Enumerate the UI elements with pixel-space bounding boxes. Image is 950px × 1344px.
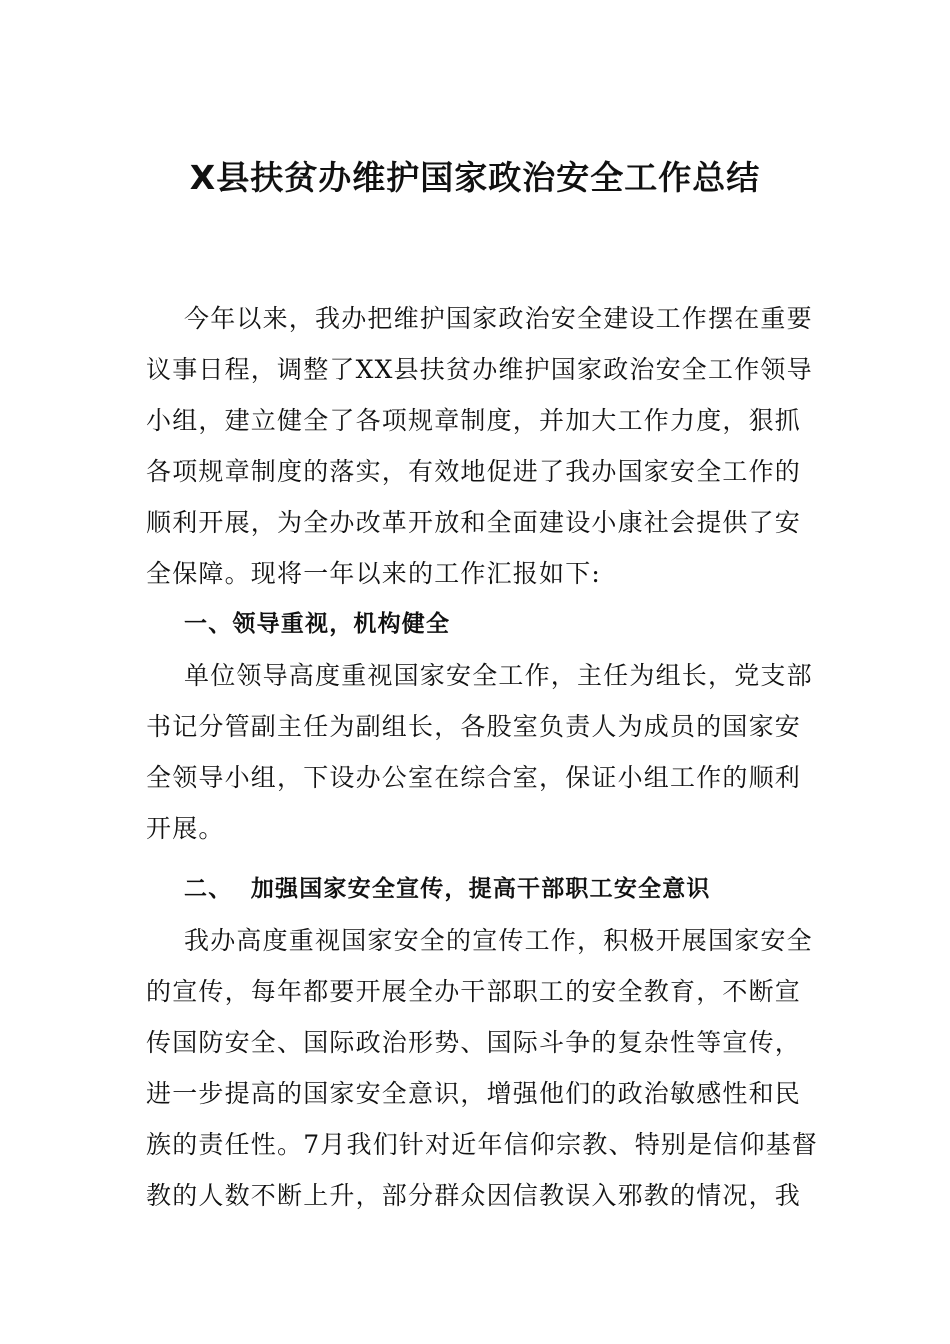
paragraph-line: 族的责任性。7月我们针对近年信仰宗教、特别是信仰基督 <box>146 1130 819 1159</box>
paragraph-line: 议事日程，调整了XX县扶贫办维护国家政治安全工作领导 <box>146 355 813 384</box>
paragraph-line: 顺利开展，为全办改革开放和全面建设小康社会提供了安 <box>146 508 802 537</box>
paragraph-line: 全领导小组，下设办公室在综合室，保证小组工作的顺利 <box>146 763 802 792</box>
paragraph-line: 开展。 <box>146 814 225 843</box>
paragraph-line: 小组，建立健全了各项规章制度，并加大工作力度，狠抓 <box>146 406 802 435</box>
paragraph-line: 单位领导高度重视国家安全工作，主任为组长，党支部 <box>184 661 813 690</box>
section-heading-2: 二、 加强国家安全宣传，提高干部职工安全意识 <box>184 876 711 902</box>
paragraph-line: 传国防安全、国际政治形势、国际斗争的复杂性等宣传， <box>146 1028 802 1057</box>
document-body <box>146 293 819 1221</box>
paragraph-line: 我办高度重视国家安全的宣传工作，积极开展国家安全 <box>184 926 813 955</box>
paragraph-line: 全保障。现将一年以来的工作汇报如下: <box>146 559 602 588</box>
paragraph-line: 书记分管副主任为副组长，各股室负责人为成员的国家安 <box>146 712 802 741</box>
paragraph-line: 今年以来，我办把维护国家政治安全建设工作摆在重要 <box>184 304 813 333</box>
document-title: X县扶贫办维护国家政治安全工作总结 <box>189 158 761 197</box>
paragraph-line: 各项规章制度的落实，有效地促进了我办国家安全工作的 <box>146 457 802 486</box>
paragraph-line: 教的人数不断上升，部分群众因信教误入邪教的情况，我 <box>146 1181 802 1210</box>
paragraph-line: 进一步提高的国家安全意识，增强他们的政治敏感性和民 <box>146 1079 802 1108</box>
paragraph-line: 的宣传，每年都要开展全办干部职工的安全教育，不断宣 <box>146 977 802 1006</box>
section-heading-1: 一、领导重视，机构健全 <box>184 611 451 637</box>
